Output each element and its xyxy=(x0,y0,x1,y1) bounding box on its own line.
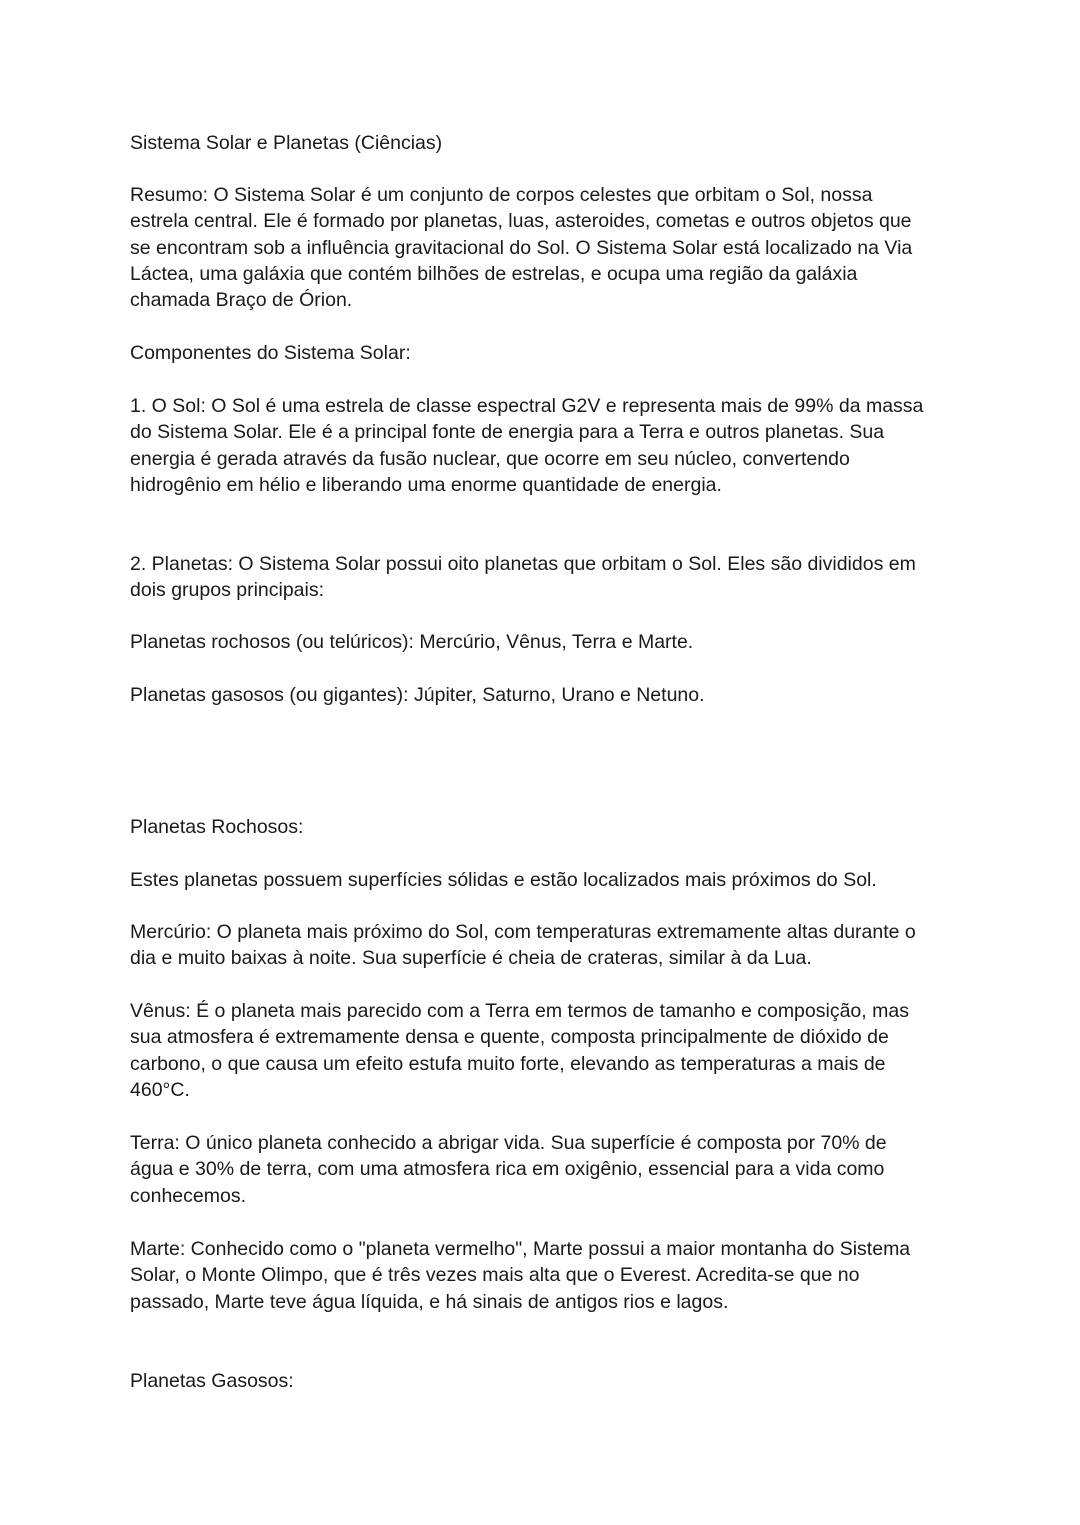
text-line: Láctea, uma galáxia que contém bilhões de estrelas, e ocupa uma região da galáxia xyxy=(130,262,858,285)
text-line: Solar, o Monte Olimpo, que é três vezes mais alta que o Everest. Acredita-se que no xyxy=(130,1264,860,1287)
document-title: Sistema Solar e Planetas (Ciências) xyxy=(130,132,443,154)
text-line: Mercúrio: O planeta mais próximo do Sol, com temperaturas extremamente altas durante o xyxy=(130,921,916,943)
text-line: energia é gerada através da fusão nuclear, que ocorre em seu núcleo, convertendo xyxy=(130,447,850,470)
text-line: Terra: O único planeta conhecido a abrigar vida. Sua superfície é composta por 70% de xyxy=(130,1132,887,1154)
text-line: dia e muito baixas à noite. Sua superfície é cheia de crateras, similar à da Lua. xyxy=(130,947,812,970)
text-line: carbono, o que causa um efeito estufa muito forte, elevando as temperaturas a mais de xyxy=(130,1052,886,1075)
text-line: Vênus: É o planeta mais parecido com a Terra em termos de tamanho e composição, mas xyxy=(130,1000,909,1022)
earth-paragraph xyxy=(130,1130,887,1209)
mars-paragraph xyxy=(130,1236,910,1315)
components-heading: Componentes do Sistema Solar: xyxy=(130,342,411,364)
gas-planets-heading: Planetas Gasosos: xyxy=(130,1370,294,1392)
text-line: água e 30% de terra, com uma atmosfera rica em oxigênio, essencial para a vida como xyxy=(130,1158,885,1181)
text-line: Marte: Conhecido como o "planeta vermelho", Marte possui a maior montanha do Sistema xyxy=(130,1238,911,1260)
text-line: conhecemos. xyxy=(130,1184,246,1207)
text-line: dois grupos principais: xyxy=(130,579,325,602)
mercury-paragraph xyxy=(130,919,916,972)
text-line: Resumo: O Sistema Solar é um conjunto de corpos celestes que orbitam o Sol, nossa xyxy=(130,184,873,206)
text-line: hidrogênio em hélio e liberando uma enorme quantidade de energia. xyxy=(130,473,722,496)
text-line: do Sistema Solar. Ele é a principal fonte de energia para a Terra e outros planetas. Sua xyxy=(130,421,885,444)
summary-paragraph xyxy=(130,182,912,313)
text-line: 460°C. xyxy=(130,1078,190,1101)
text-line: 1. O Sol: O Sol é uma estrela de classe espectral G2V e representa mais de 99% da massa xyxy=(130,395,924,417)
planets-paragraph xyxy=(130,551,916,604)
rocky-planets-heading: Planetas Rochosos: xyxy=(130,816,304,838)
sun-paragraph xyxy=(130,393,923,498)
text-line: se encontram sob a influência gravitacional do Sol. O Sistema Solar está localizado na Via xyxy=(130,236,913,259)
gas-planets-list: Planetas gasosos (ou gigantes): Júpiter, Saturno, Urano e Netuno. xyxy=(130,684,705,706)
text-line: 2. Planetas: O Sistema Solar possui oito planetas que orbitam o Sol. Eles são divididos em xyxy=(130,553,916,575)
text-line: sua atmosfera é extremamente densa e quente, composta principalmente de dióxido de xyxy=(130,1026,889,1049)
rocky-planets-list: Planetas rochosos (ou telúricos): Mercúrio, Vênus, Terra e Marte. xyxy=(130,631,694,653)
text-line: estrela central. Ele é formado por planetas, luas, asteroides, cometas e outros objetos que xyxy=(130,210,912,233)
text-line: passado, Marte teve água líquida, e há sinais de antigos rios e lagos. xyxy=(130,1290,729,1313)
text-line: chamada Braço de Órion. xyxy=(130,289,353,312)
venus-paragraph xyxy=(130,998,909,1103)
rocky-planets-intro: Estes planetas possuem superfícies sólidas e estão localizados mais próximos do Sol. xyxy=(130,869,877,891)
